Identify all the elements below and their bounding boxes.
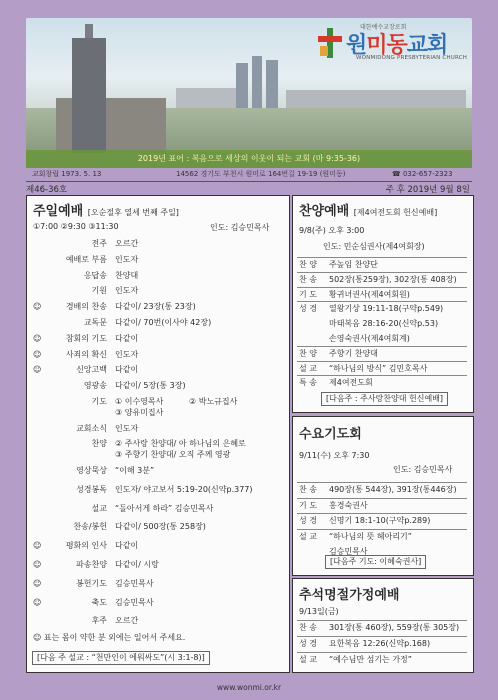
next-sermon-note: [다음 주 설교 : “천만인이 에워싸도”(시 3:1-8)] — [32, 651, 210, 665]
wednesday-prayer-title: 수요기도회 — [299, 427, 362, 442]
choir-1: ② 주사랑 찬양대/ 아 하나님의 은혜로 — [115, 439, 246, 448]
praise-worship-title-text: 찬양예배 — [299, 204, 350, 219]
service-item-label: 영상묵상 — [76, 466, 107, 475]
sunday-worship-subtitle: [오순절후 열세 번째 주일] — [87, 208, 179, 217]
prayer-1b: ② 박노규집사 — [189, 397, 238, 406]
order-row-value: 주향기 찬양대 — [329, 348, 378, 358]
service-item-value: 다같이 — [115, 333, 139, 343]
service-item-value: 다같이/ 5장(통 3장) — [115, 381, 186, 391]
praise-worship-title — [299, 200, 437, 219]
website-url: www.wonmi.or.kr — [216, 683, 282, 692]
service-item-value: 다같이/ 시랑 — [115, 560, 159, 569]
order-row-label: 성 경 — [299, 639, 317, 648]
order-row-label: 기 도 — [299, 500, 317, 510]
service-item-value: 다같이/ 500장(통 258장) — [115, 522, 206, 532]
order-row-value: 홍경숙권사 — [329, 500, 368, 510]
choir-2: ③ 주향기 찬양대/ 오직 주께 영광 — [115, 450, 231, 459]
chuseok-worship-title: 추석명절가정예배 — [299, 588, 400, 603]
order-row-label: 찬 송 — [299, 623, 317, 632]
news-value: 인도자 — [115, 424, 139, 433]
order-row-value: 요한복음 12:26(신약p.168) — [329, 639, 431, 648]
order-row-value: 490장(통 544장), 391장(통446장) — [329, 485, 457, 494]
order-row-label: 설 교 — [299, 363, 317, 373]
row-divider — [297, 513, 467, 514]
church-logo — [316, 22, 466, 68]
row-divider — [297, 652, 467, 653]
service-times: ①7:00 ②9:30 ③11:30 — [33, 222, 119, 231]
praise-leader: 인도: 민순심권사(제4여회장) — [323, 242, 425, 251]
header-divider — [26, 181, 472, 182]
praise-worship-box — [292, 195, 474, 413]
prayer-2: ③ 양유미집사 — [115, 408, 164, 417]
order-row-value: “하나님의 뜻 헤아리기” — [329, 531, 412, 541]
praise-time: 9/8(주) 오후 3:00 — [299, 226, 365, 235]
order-row-label: 설 교 — [299, 655, 317, 664]
service-item-label: 후주 — [91, 616, 107, 626]
order-row-label: 특 송 — [299, 378, 317, 388]
row-divider — [297, 620, 467, 621]
service-item-value: 김승민목사 — [115, 578, 154, 588]
issue-number: 제46-36호 — [26, 185, 68, 195]
order-row-value: 황귀녀권사(제4여회원) — [329, 289, 410, 299]
row-divider — [297, 346, 467, 347]
order-row-value: 502장(통259장), 302장(통 408장) — [329, 274, 457, 284]
praise-next-note: [다음주 : 주사랑찬양대 헌신예배] — [321, 392, 448, 406]
order-row-label: 찬 양 — [299, 348, 317, 358]
sunday-worship-title — [33, 200, 179, 219]
row-divider — [297, 636, 467, 637]
order-row-label: 성 경 — [299, 304, 317, 314]
service-item-value: 찬양대 — [115, 270, 139, 280]
service-item-label: 영광송 — [83, 381, 107, 391]
standing-mark-icon: ☺ — [33, 349, 42, 359]
service-item-label: 찬송/봉헌 — [73, 522, 107, 532]
worship-leader: 인도: 김승민목사 — [210, 223, 270, 232]
service-item-value: 김승민목사 — [115, 597, 154, 607]
order-row-value: 제4여전도회 — [329, 378, 373, 388]
service-item-label: 봉헌기도 — [76, 578, 107, 588]
order-row-label: 찬 양 — [299, 260, 317, 269]
service-item-label: 사죄의 확신 — [65, 349, 107, 359]
row-divider — [297, 529, 467, 530]
standing-mark-icon: ☺ — [33, 578, 42, 588]
service-item-label: 경배의 찬송 — [65, 302, 107, 312]
service-item-value: 오르간 — [115, 616, 139, 626]
chuseok-time: 9/13일(금) — [299, 607, 339, 616]
row-divider — [297, 272, 467, 273]
order-row-label: 찬 송 — [299, 485, 317, 494]
row-divider — [297, 287, 467, 288]
order-row-value: 주높임 찬양단 — [329, 260, 378, 269]
founded-date: 교회창립 1973. 5. 13 — [32, 170, 102, 178]
service-item-label: 파송찬양 — [76, 560, 107, 569]
service-item-value: 다같이 — [115, 365, 139, 375]
church-address: 14562 경기도 부천시 원미로 164번길 19-19 (원미동) — [176, 170, 346, 178]
order-row-label: 성 경 — [299, 516, 317, 525]
service-item-value: “이해 3분” — [115, 466, 155, 475]
row-divider — [297, 361, 467, 362]
service-item-label: 전주 — [91, 239, 107, 248]
church-english-name: WONMIDONG PRESBYTERIAN CHURCH — [356, 55, 468, 61]
prayer-label: 기도 — [91, 397, 107, 406]
order-row-value: “예수님만 섬기는 가정” — [329, 655, 412, 664]
church-photo — [26, 18, 472, 168]
order-row-value: 손영숙권사(제4여회계) — [329, 334, 410, 343]
service-item-value: 다같이/ 70번(이사야 42장) — [115, 318, 212, 327]
service-item-label: 평화의 인사 — [65, 541, 107, 551]
row-divider — [297, 301, 467, 302]
wednesday-time: 9/11(수) 오후 7:30 — [299, 451, 370, 460]
denomination-label: 대한예수교장로회 — [360, 24, 407, 31]
church-info — [26, 168, 472, 181]
service-item-value: 오르간 — [115, 239, 139, 248]
row-divider — [297, 375, 467, 376]
choir-label: 찬양 — [91, 439, 107, 448]
order-row-label: 기 도 — [299, 289, 317, 299]
row-divider — [297, 257, 467, 258]
order-row-value: 신명기 18:1-10(구약p.289) — [329, 516, 431, 525]
order-row-label: 설 교 — [299, 531, 317, 541]
church-name-c: 교회 — [406, 33, 448, 58]
cross-logo-icon — [316, 26, 344, 60]
service-item-value: 인도자 — [115, 349, 139, 359]
service-item-label: 응답송 — [83, 270, 107, 280]
service-item-value: 인도자/ 야고보서 5:19-20(신약p.377) — [115, 484, 253, 494]
service-item-label: 성경봉독 — [76, 484, 107, 494]
standing-mark-icon: ☺ — [33, 333, 42, 343]
news-label: 교회소식 — [76, 424, 107, 433]
chuseok-worship-box — [292, 578, 474, 673]
prayer-1a: ① 이수영목사 — [115, 397, 164, 406]
service-item-value: 다같이/ 23장(통 23장) — [115, 302, 196, 312]
church-name-a: 원 — [346, 33, 367, 58]
sunday-worship-title-text: 주일예배 — [33, 204, 84, 219]
wednesday-prayer-box — [292, 416, 474, 576]
standing-mark-icon: ☺ — [33, 302, 42, 312]
standing-footnote: ☺ 표는 몸이 약한 분 외에는 일어서 주세요. — [33, 633, 186, 642]
sunday-worship-box — [26, 195, 290, 673]
service-item-label: 교독문 — [83, 318, 107, 327]
order-row-value: 마태복음 28:16-20(신약p.53) — [329, 319, 439, 329]
order-row-value: 열왕기상 19:11-18(구약p.549) — [329, 304, 444, 314]
service-item-label: 신앙고백 — [76, 365, 107, 375]
service-item-value: “돌아서게 하라” 김승민목사 — [115, 503, 214, 513]
service-item-label: 예배로 부름 — [65, 254, 107, 264]
bulletin-date: 주 후 2019년 9월 8일 — [385, 185, 470, 195]
row-divider — [297, 498, 467, 499]
service-item-label: 축도 — [91, 597, 107, 607]
row-divider — [297, 482, 467, 483]
church-name-b: 미동 — [366, 33, 407, 58]
service-item-value: 인도자 — [115, 286, 139, 296]
order-row-value: 김승민목사 — [329, 547, 368, 556]
service-item-value: 인도자 — [115, 254, 139, 264]
standing-mark-icon: ☺ — [33, 541, 42, 551]
service-item-label: 설교 — [91, 503, 107, 513]
church-phone: ☎ 032-657-2323 — [392, 170, 453, 178]
standing-mark-icon: ☺ — [33, 365, 42, 375]
yearly-motto: 2019년 표어 : 복음으로 세상의 이웃이 되는 교회 (마 9:35-36) — [26, 150, 472, 168]
order-row-value: 301장(통 460장), 559장(통 305장) — [329, 623, 460, 632]
service-item-label: 기원 — [91, 286, 107, 296]
order-row-label: 찬 송 — [299, 274, 317, 284]
service-item-value: 다같이 — [115, 541, 139, 551]
wednesday-leader: 인도: 김승민목사 — [393, 465, 453, 474]
wednesday-next-note: [다음주 기도: 이혜숙권사] — [325, 555, 426, 569]
order-row-value: “하나님의 방식” 김민호목사 — [329, 363, 428, 373]
service-item-label: 참회의 기도 — [65, 333, 107, 343]
standing-mark-icon: ☺ — [33, 560, 42, 569]
standing-mark-icon: ☺ — [33, 597, 42, 607]
praise-worship-subtitle: [제4여전도회 헌신예배] — [353, 208, 438, 217]
